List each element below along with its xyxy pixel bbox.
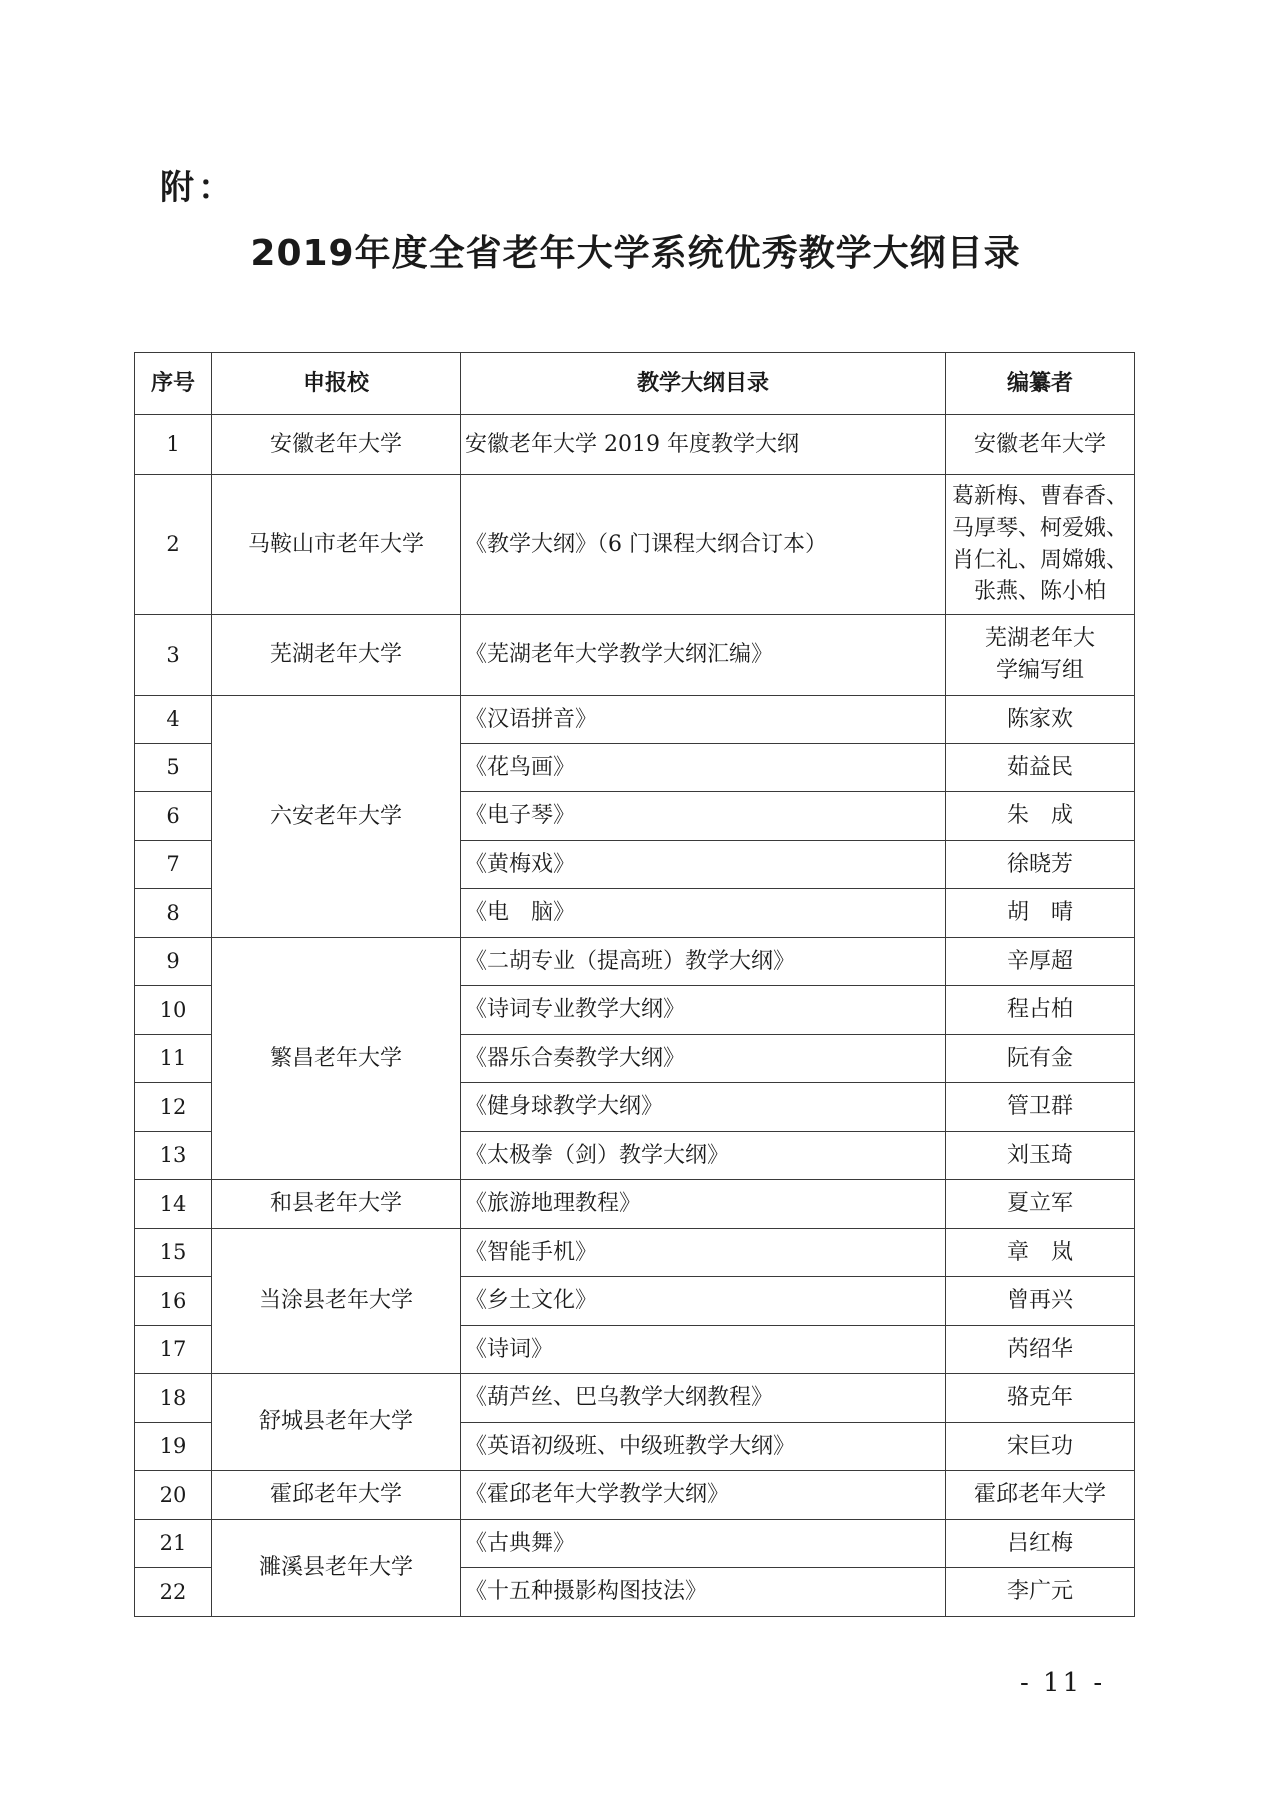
row-number: 11	[135, 1035, 212, 1083]
row-number: 4	[135, 696, 212, 744]
row-number: 21	[135, 1520, 212, 1568]
document-title: 2019年度全省老年大学系统优秀教学大纲目录	[250, 233, 1021, 274]
school-cell: 繁昌老年大学	[212, 938, 461, 1180]
author-cell: 程占柏	[946, 986, 1135, 1035]
row-number: 22	[135, 1568, 212, 1617]
table-row	[135, 1229, 1135, 1277]
outline-cell: 《汉语拼音》	[461, 696, 946, 744]
row-number: 10	[135, 986, 212, 1035]
author-cell: 章 岚	[946, 1229, 1135, 1277]
table-row	[135, 938, 1135, 986]
author-cell: 霍邱老年大学	[946, 1471, 1135, 1520]
school-cell: 霍邱老年大学	[212, 1471, 461, 1520]
school-cell: 芜湖老年大学	[212, 615, 461, 696]
author-cell: 徐晓芳	[946, 841, 1135, 889]
table-row	[135, 1374, 1135, 1423]
outline-cell: 《葫芦丝、巴乌教学大纲教程》	[461, 1374, 946, 1423]
outline-cell: 《古典舞》	[461, 1520, 946, 1568]
outline-table	[134, 352, 1135, 1617]
outline-cell: 《太极拳（剑）教学大纲》	[461, 1132, 946, 1180]
outline-cell: 安徽老年大学 2019 年度教学大纲	[461, 415, 946, 475]
row-number: 6	[135, 792, 212, 841]
school-cell: 马鞍山市老年大学	[212, 475, 461, 615]
table-row	[135, 1520, 1135, 1568]
author-cell: 骆克年	[946, 1374, 1135, 1423]
row-number: 15	[135, 1229, 212, 1277]
author-cell: 刘玉琦	[946, 1132, 1135, 1180]
outline-cell: 《电 脑》	[461, 889, 946, 938]
row-number: 7	[135, 841, 212, 889]
table-row	[135, 415, 1135, 475]
outline-cell: 《芜湖老年大学教学大纲汇编》	[461, 615, 946, 696]
school-cell: 六安老年大学	[212, 696, 461, 938]
school-cell: 安徽老年大学	[212, 415, 461, 475]
author-cell: 葛新梅、曹春香、马厚琴、柯爱娥、肖仁礼、周嫦娥、张燕、陈小柏	[946, 475, 1135, 615]
outline-cell: 《花鸟画》	[461, 744, 946, 792]
school-cell: 舒城县老年大学	[212, 1374, 461, 1471]
row-number: 14	[135, 1180, 212, 1229]
author-cell: 芜湖老年大学编写组	[946, 615, 1135, 696]
outline-cell: 《英语初级班、中级班教学大纲》	[461, 1423, 946, 1471]
outline-cell: 《十五种摄影构图技法》	[461, 1568, 946, 1617]
row-number: 20	[135, 1471, 212, 1520]
outline-cell: 《霍邱老年大学教学大纲》	[461, 1471, 946, 1520]
author-cell: 芮绍华	[946, 1326, 1135, 1374]
row-number: 1	[135, 415, 212, 475]
table-row	[135, 475, 1135, 615]
outline-cell: 《诗词专业教学大纲》	[461, 986, 946, 1035]
outline-cell: 《器乐合奏教学大纲》	[461, 1035, 946, 1083]
table-row	[135, 1471, 1135, 1520]
row-number: 17	[135, 1326, 212, 1374]
row-number: 18	[135, 1374, 212, 1423]
outline-cell: 《智能手机》	[461, 1229, 946, 1277]
author-cell: 辛厚超	[946, 938, 1135, 986]
author-cell: 管卫群	[946, 1083, 1135, 1132]
school-cell: 濉溪县老年大学	[212, 1520, 461, 1617]
row-number: 19	[135, 1423, 212, 1471]
outline-cell: 《乡土文化》	[461, 1277, 946, 1326]
row-number: 5	[135, 744, 212, 792]
author-cell: 曾再兴	[946, 1277, 1135, 1326]
outline-cell: 《二胡专业（提高班）教学大纲》	[461, 938, 946, 986]
table-row	[135, 696, 1135, 744]
table-row	[135, 1180, 1135, 1229]
column-header-author: 编纂者	[946, 353, 1135, 415]
outline-cell: 《诗词》	[461, 1326, 946, 1374]
outline-cell: 《旅游地理教程》	[461, 1180, 946, 1229]
author-cell: 李广元	[946, 1568, 1135, 1617]
school-cell: 当涂县老年大学	[212, 1229, 461, 1374]
author-cell: 吕红梅	[946, 1520, 1135, 1568]
row-number: 8	[135, 889, 212, 938]
row-number: 12	[135, 1083, 212, 1132]
author-cell: 胡 晴	[946, 889, 1135, 938]
school-cell: 和县老年大学	[212, 1180, 461, 1229]
row-number: 16	[135, 1277, 212, 1326]
author-cell: 茹益民	[946, 744, 1135, 792]
author-cell: 安徽老年大学	[946, 415, 1135, 475]
author-cell: 阮有金	[946, 1035, 1135, 1083]
author-cell: 夏立军	[946, 1180, 1135, 1229]
row-number: 2	[135, 475, 212, 615]
table-header-row	[135, 353, 1135, 415]
row-number: 9	[135, 938, 212, 986]
outline-cell: 《教学大纲》（6 门课程大纲合订本）	[461, 475, 946, 615]
author-cell: 朱 成	[946, 792, 1135, 841]
outline-cell: 《健身球教学大纲》	[461, 1083, 946, 1132]
appendix-label: 附：	[160, 168, 236, 208]
author-cell: 陈家欢	[946, 696, 1135, 744]
table-row	[135, 615, 1135, 696]
row-number: 3	[135, 615, 212, 696]
column-header-outline: 教学大纲目录	[461, 353, 946, 415]
author-cell: 宋巨功	[946, 1423, 1135, 1471]
row-number: 13	[135, 1132, 212, 1180]
outline-cell: 《黄梅戏》	[461, 841, 946, 889]
outline-cell: 《电子琴》	[461, 792, 946, 841]
page-number: - 11 -	[1020, 1668, 1106, 1698]
column-header-number: 序号	[135, 353, 212, 415]
column-header-school: 申报校	[212, 353, 461, 415]
